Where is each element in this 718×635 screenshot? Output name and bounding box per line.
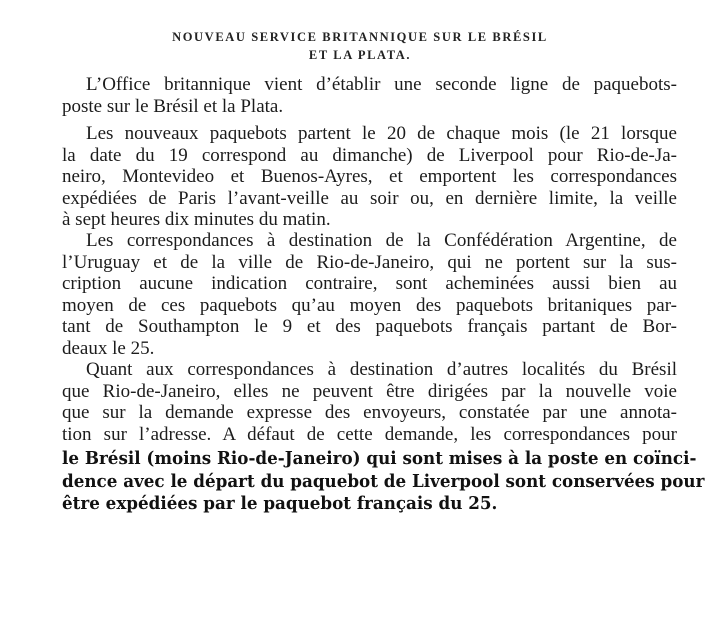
text-line: être expédiées par le paquebot français du 25. (62, 493, 498, 514)
paragraph-1 (62, 74, 677, 117)
text-line: tant de Southampton le 9 et des paquebots français partant de Bor- (62, 316, 677, 337)
paragraph-3 (62, 230, 677, 359)
text-line: Les correspondances à destination de la Confédération Argentine, de (86, 230, 677, 251)
paragraph-4-continued (62, 448, 705, 516)
text-line: l’Uruguay et de la ville de Rio-de-Janeiro, qui ne portent sur la sus- (62, 251, 677, 273)
text-line: à sept heures dix minutes du matin. (62, 209, 331, 230)
text-line: la date du 19 correspond au dimanche) de Liverpool pour Rio-de-Ja- (62, 144, 677, 166)
text-line: neiro, Montevideo et Buenos-Ayres, et emportent les correspondances (62, 166, 677, 187)
paragraph-4 (62, 359, 677, 445)
text-line: que Rio-de-Janeiro, elles ne peuvent être dirigées par la nouvelle voie (62, 380, 677, 402)
title-line-2: ET LA PLATA. (308, 48, 412, 62)
text-line: moyen de ces paquebots qu’au moyen des paquebots britaniques par- (62, 294, 677, 316)
text-line: dence avec le départ du paquebot de Liverpool sont conservées pour (62, 470, 705, 492)
text-line: Les nouveaux paquebots partent le 20 de chaque mois (le 21 lorsque (86, 123, 677, 144)
title-line-1: NOUVEAU SERVICE BRITANNIQUE SUR LE BRÉSIL (172, 30, 548, 44)
text-line: Quant aux correspondances à destination d’autres localités du Brésil (86, 359, 677, 380)
text-line: le Brésil (moins Rio-de-Janeiro) qui sont mises à la poste en coïnci- (62, 448, 697, 469)
text-line: L’Office britannique vient d’établir une seconde ligne de paquebots- (86, 74, 677, 95)
text-line: cription aucune indication contraire, sont acheminées aussi bien au (62, 273, 677, 294)
text-line: deaux le 25. (62, 337, 155, 359)
text-line: tion sur l’adresse. A défaut de cette demande, les correspondances pour (62, 423, 677, 445)
text-line: que sur la demande expresse des envoyeurs, constatée par une annota- (62, 402, 677, 423)
text-line: poste sur le Brésil et la Plata. (62, 95, 284, 117)
text-line: expédiées de Paris l’avant-veille au soir ou, en dernière limite, la veille (62, 187, 677, 209)
paragraph-2 (62, 123, 677, 231)
